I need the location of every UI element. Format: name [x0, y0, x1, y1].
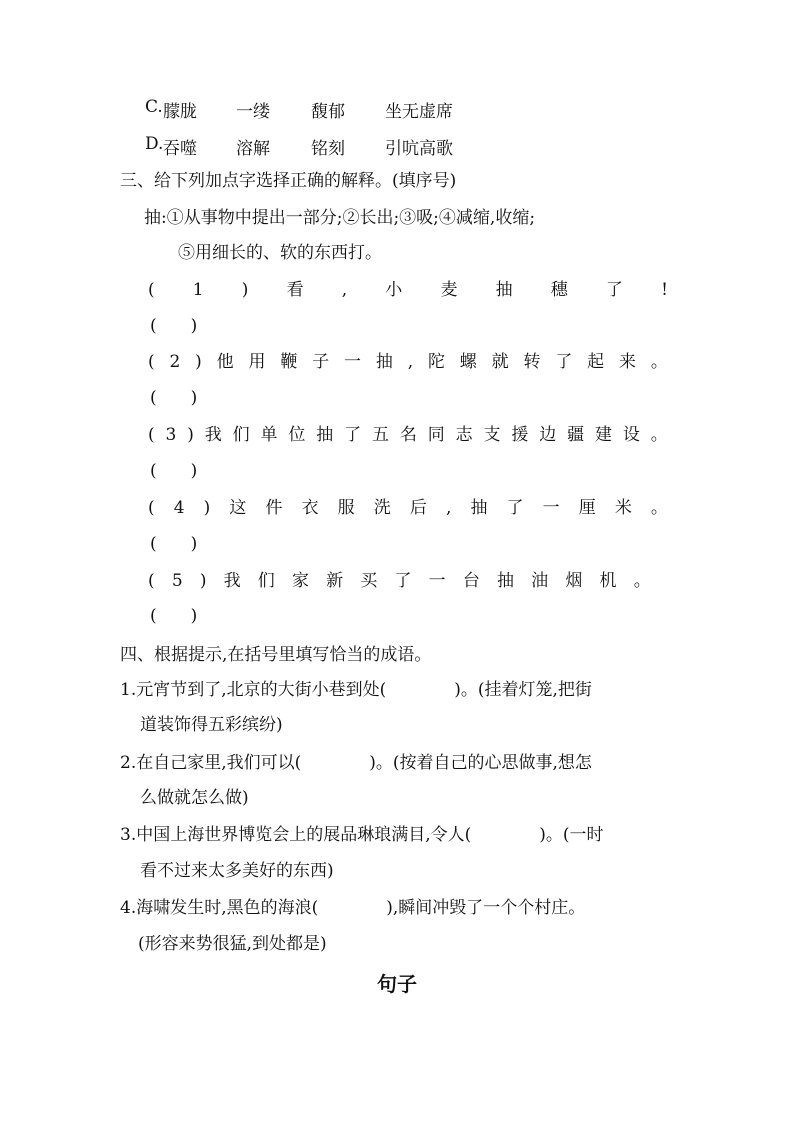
option-letter: D. — [145, 134, 164, 154]
char: 4 — [173, 498, 185, 518]
char: 买 — [360, 571, 378, 591]
char: 机 — [599, 571, 617, 591]
option-word: 馥郁 — [311, 102, 345, 122]
char: 件 — [265, 498, 283, 518]
char: 同 — [427, 425, 445, 445]
question-3-line-2: 看不过来太多美好的东西) — [140, 861, 334, 881]
question-item-4 — [148, 496, 668, 520]
char: 服 — [337, 498, 355, 518]
char: 。 — [650, 498, 668, 518]
char: 后 — [409, 498, 427, 518]
char: ( — [148, 425, 155, 445]
char: ( — [148, 498, 155, 518]
char: , — [407, 352, 414, 372]
char: 1 — [192, 280, 204, 300]
char: 2 — [169, 352, 181, 372]
char: 建 — [594, 425, 612, 445]
char: 了 — [394, 571, 412, 591]
question-item-5 — [148, 569, 668, 593]
char: 抽 — [316, 425, 334, 445]
question-4-line-1: 4.海啸发生时,黑色的海浪( ),瞬间冲毁了一个个村庄。 — [120, 898, 586, 918]
char: 洗 — [373, 498, 391, 518]
char: 起 — [587, 352, 605, 372]
char: 疆 — [567, 425, 585, 445]
char: 用 — [248, 352, 266, 372]
char: 一 — [542, 498, 560, 518]
char: 5 — [171, 571, 183, 591]
char: 鞭 — [280, 352, 298, 372]
option-word: 引吭高歌 — [385, 139, 453, 159]
char: 就 — [491, 352, 509, 372]
option-word: 一缕 — [236, 102, 270, 122]
question-item-2 — [148, 350, 668, 374]
char: 一 — [428, 571, 446, 591]
char: 抽 — [470, 498, 488, 518]
char: ! — [661, 280, 668, 300]
answer-blank-3[interactable]: ( ) — [150, 461, 198, 481]
char: 米 — [614, 498, 632, 518]
char: 们 — [232, 425, 250, 445]
char: ) — [187, 425, 194, 445]
char: 衣 — [301, 498, 319, 518]
char: 这 — [229, 498, 247, 518]
answer-blank-5[interactable]: ( ) — [150, 606, 198, 626]
char: 穗 — [550, 280, 568, 300]
answer-blank-1[interactable]: ( ) — [150, 316, 198, 336]
question-item-3 — [148, 423, 668, 447]
option-word: 吞噬 — [163, 139, 197, 159]
char: 名 — [399, 425, 417, 445]
question-1-line-1: 1.元宵节到了,北京的大街小巷到处( )。(挂着灯笼,把街 — [120, 680, 592, 700]
char: 设 — [622, 425, 640, 445]
question-2-line-1: 2.在自己家里,我们可以( )。(按着自己的心思做事,想怎 — [120, 753, 592, 773]
char: 抽 — [497, 571, 514, 591]
char: 3 — [165, 425, 177, 445]
char: ( — [148, 352, 155, 372]
question-1-line-2: 道装饰得五彩缤纷) — [140, 715, 283, 735]
char: 。 — [650, 425, 668, 445]
char: , — [445, 498, 452, 518]
char: ( — [148, 571, 155, 591]
char: 家 — [291, 571, 309, 591]
char: 我 — [223, 571, 241, 591]
char: 麦 — [440, 280, 458, 300]
char: 新 — [326, 571, 344, 591]
char: 位 — [288, 425, 306, 445]
char: 他 — [216, 352, 234, 372]
char: 志 — [455, 425, 473, 445]
char: 单 — [260, 425, 278, 445]
char: 厘 — [578, 498, 596, 518]
section-3-title: 三、给下列加点字选择正确的解释。(填序号) — [120, 171, 457, 191]
section-4-title: 四、根据提示,在括号里填写恰当的成语。 — [120, 645, 432, 665]
char: 抽 — [375, 352, 393, 372]
char: 一 — [344, 352, 362, 372]
char: 。 — [650, 352, 668, 372]
char: 边 — [539, 425, 557, 445]
option-word: 朦胧 — [163, 102, 197, 122]
option-word: 坐无虚席 — [385, 102, 453, 122]
char: 们 — [257, 571, 275, 591]
char: 陀 — [427, 352, 445, 372]
char: 援 — [511, 425, 529, 445]
char: 子 — [312, 352, 330, 372]
definition-line-2: ⑤用细长的、软的东西打。 — [178, 243, 382, 263]
char: 烟 — [565, 571, 583, 591]
char: ) — [195, 352, 202, 372]
sentence-section-heading: 句子 — [377, 972, 417, 996]
char: 抽 — [495, 280, 513, 300]
char: 小 — [385, 280, 403, 300]
option-letter: C. — [145, 97, 163, 117]
char: ( — [148, 280, 155, 300]
question-item-1 — [148, 278, 668, 302]
char: 了 — [555, 352, 573, 372]
char: 螺 — [459, 352, 477, 372]
char: 五 — [371, 425, 389, 445]
answer-blank-2[interactable]: ( ) — [150, 388, 198, 408]
option-word: 溶解 — [236, 139, 270, 159]
question-3-line-1: 3.中国上海世界博览会上的展品琳琅满目,令人( )。(一时 — [120, 825, 604, 845]
char: 看 — [286, 280, 304, 300]
char: ) — [203, 498, 211, 518]
char: 了 — [605, 280, 623, 300]
char: 油 — [531, 571, 549, 591]
char: 支 — [483, 425, 501, 445]
option-word: 铭刻 — [311, 139, 345, 159]
char: 来 — [619, 352, 637, 372]
char: 了 — [506, 498, 524, 518]
char: 了 — [344, 425, 362, 445]
char: 。 — [633, 571, 651, 591]
char: , — [341, 280, 348, 300]
char: ) — [241, 280, 249, 300]
answer-blank-4[interactable]: ( ) — [150, 534, 198, 554]
char: 转 — [523, 352, 541, 372]
question-4-line-2: (形容来势很猛,到处都是) — [138, 934, 327, 954]
definition-line-1: 抽:①从事物中提出一部分;②长出;③吸;④减缩,收缩; — [144, 208, 536, 228]
question-2-line-2: 么做就怎么做) — [140, 788, 249, 808]
char: ) — [199, 571, 207, 591]
char: 我 — [204, 425, 222, 445]
char: 台 — [462, 571, 480, 591]
